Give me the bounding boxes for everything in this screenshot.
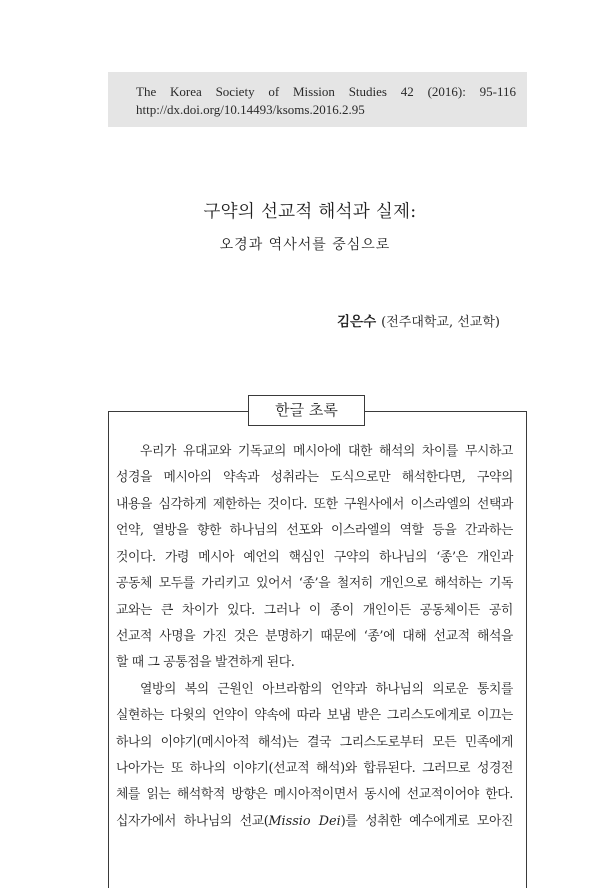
text-segment: )를 성취한 예수에게로 모아진 — [340, 813, 513, 829]
text-line: 우리가 유대교와 기독교의 메시아에 대한 해석의 차이를 무시하고 — [140, 444, 513, 459]
abstract-paragraph-1 — [116, 439, 513, 677]
text-line: 교와는 큰 차이가 있다. 그러나 이 종이 개인이든 공동체이든 공히 — [116, 602, 513, 618]
text-line — [116, 809, 513, 835]
author-line — [200, 312, 500, 333]
text-line: 열방의 복의 근원인 아브라함의 언약과 하나님의 의로운 통치를 — [140, 681, 513, 697]
text-line: 실현하는 다윗의 언약이 약속에 따라 보냄 받은 그리스도에게로 이끄는 — [116, 708, 513, 724]
text-line: 체를 읽는 해석학적 방향은 메시아적이면서 동시에 선교적이어야 한다. — [116, 787, 513, 803]
text-line: 내용을 심각하게 제한하는 것이다. 또한 구원사에서 이스라엘의 선택과 — [116, 496, 513, 512]
paper-title: 구약의 선교적 해석과 실제: — [203, 202, 417, 222]
text-line: 할 때 그 공통점을 발견하게 된다. — [116, 655, 295, 671]
text-line: 성경을 메시아의 약속과 성취라는 도식으로만 해석한다면, 구약의 — [116, 470, 513, 486]
paper-subtitle: 오경과 역사서를 중심으로 — [219, 237, 391, 253]
text-line: 언약, 열방을 향한 하나님의 선포와 이스라엘의 역할 등을 간과하는 — [116, 523, 513, 539]
text-line: 나아가는 또 하나의 이야기(선교적 해석)와 합류된다. 그러므로 성경전 — [116, 761, 513, 777]
text-line: 선교적 사명을 가진 것은 분명하기 때문에 ‘종’에 대해 선교적 해석을 — [116, 628, 513, 644]
author-name: 김은수 — [337, 314, 377, 330]
author-affiliation: (전주대학교, 선교학) — [381, 315, 500, 330]
italic-term: Missio Dei — [268, 813, 341, 829]
journal-citation: The Korea Society of Mission Studies 42 (2016): 95-116 — [136, 84, 516, 99]
text-line: 하나의 이야기(메시아적 해석)는 결국 그리스도로부터 모든 민족에게 — [116, 734, 513, 750]
doi-text: http://dx.doi.org/10.14493/ksoms.2016.2.95 — [136, 102, 365, 117]
abstract-label: 한글 초록 — [248, 395, 365, 426]
abstract-paragraph-2 — [116, 677, 513, 836]
text-line: 것이다. 가령 메시아 예언의 핵심인 구약의 하나님의 ‘종’은 개인과 — [116, 549, 513, 565]
text-line: 공동체 모두를 가리키고 있어서 ‘종’을 철저히 개인으로 해석하는 기독 — [116, 576, 513, 592]
text-segment: 십자가에서 하나님의 선교( — [116, 813, 269, 829]
journal-header-box — [108, 72, 527, 127]
abstract-body — [116, 439, 513, 835]
